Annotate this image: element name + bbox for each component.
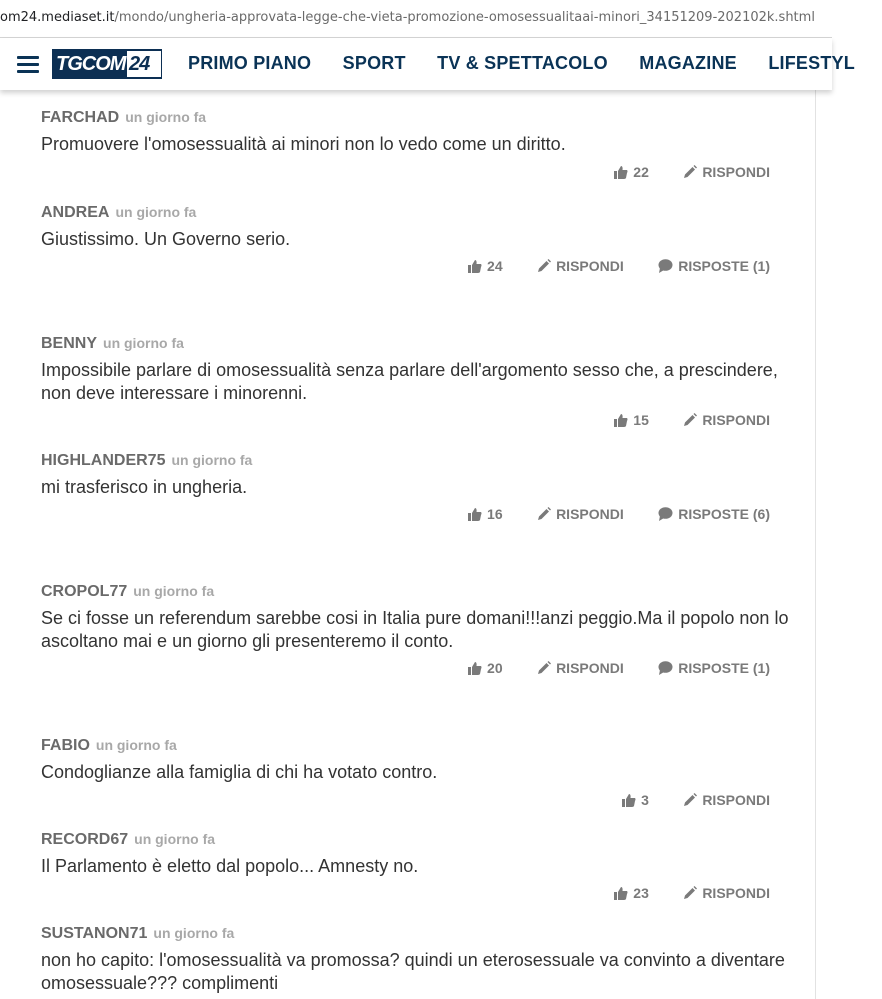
comment-author[interactable]: HIGHLANDER75	[41, 452, 166, 469]
reply-label: RISPONDI	[556, 257, 624, 274]
scrollbar-track[interactable]	[815, 90, 816, 999]
comment-item	[41, 737, 801, 784]
comment-author[interactable]: SUSTANON71	[41, 925, 148, 942]
comment-time: un giorno fa	[103, 335, 184, 351]
logo-number: 24	[129, 53, 150, 75]
replies-label: RISPOSTE (1)	[678, 257, 770, 274]
comment-item	[41, 204, 801, 251]
comment-actions	[584, 163, 770, 181]
replies-button[interactable]	[658, 506, 770, 522]
like-button[interactable]	[468, 506, 503, 522]
reply-button[interactable]	[683, 885, 770, 901]
comment-item	[41, 925, 801, 995]
reply-button[interactable]	[537, 660, 624, 676]
reply-button[interactable]	[537, 506, 624, 522]
reply-label: RISPONDI	[702, 791, 770, 808]
browser-url-bar[interactable]	[0, 0, 832, 38]
thumbs-up-icon	[614, 886, 628, 900]
comment-author[interactable]: RECORD67	[41, 831, 129, 848]
url-path: /mondo/ungheria-approvata-legge-che-vieta-promozione-omosessualitaai-minori_34151209-202102k.shtml	[114, 10, 815, 25]
like-count: 16	[487, 505, 503, 522]
like-count: 3	[641, 791, 649, 808]
thumbs-up-icon	[468, 661, 482, 675]
pencil-icon	[683, 886, 697, 900]
reply-label: RISPONDI	[702, 884, 770, 901]
comment-time: un giorno fa	[134, 831, 216, 847]
like-count: 22	[633, 163, 649, 180]
comment-author[interactable]: FARCHAD	[41, 109, 120, 126]
comment-actions	[584, 411, 770, 429]
speech-bubble-icon	[658, 661, 673, 675]
comment-text: Se ci fosse un referendum sarebbe cosi in Italia pure domani!!!anzi peggio.Ma il popolo non lo ascoltano mai e un giorno gli presenteremo il conto.	[41, 608, 789, 651]
replies-button[interactable]	[658, 660, 770, 676]
comment-text: non ho capito: l'omosessualità va promossa? quindi un eterosessuale va convinto a diventare omosessuale??? complimenti	[41, 950, 785, 993]
replies-button[interactable]	[658, 258, 770, 274]
replies-label: RISPOSTE (1)	[678, 659, 770, 676]
comment-text: Giustissimo. Un Governo serio.	[41, 229, 291, 249]
comment-time: un giorno fa	[153, 925, 235, 941]
like-count: 20	[487, 659, 503, 676]
like-count: 23	[633, 884, 649, 901]
main-nav	[188, 53, 882, 74]
reply-button[interactable]	[683, 792, 770, 808]
like-button[interactable]	[614, 164, 649, 180]
logo-text: TGCOM	[56, 53, 126, 75]
like-count: 15	[633, 411, 649, 428]
like-count: 24	[487, 257, 503, 274]
comment-text: mi trasferisco in ungheria.	[41, 477, 248, 497]
comment-time: un giorno fa	[125, 109, 207, 125]
like-button[interactable]	[468, 660, 503, 676]
comment-item	[41, 831, 801, 878]
reply-label: RISPONDI	[702, 411, 770, 428]
comment-actions	[438, 659, 770, 677]
reply-label: RISPONDI	[556, 659, 624, 676]
thumbs-up-icon	[468, 259, 482, 273]
comment-text: Il Parlamento è eletto dal popolo... Amnesty no.	[41, 856, 419, 876]
comment-author[interactable]: FABIO	[41, 737, 90, 754]
pencil-icon	[683, 793, 697, 807]
comment-actions	[438, 505, 770, 523]
reply-button[interactable]	[537, 258, 624, 274]
comment-actions	[438, 257, 770, 275]
comment-item	[41, 583, 801, 653]
nav-item-magazine[interactable]: MAGAZINE	[639, 53, 737, 73]
thumbs-up-icon	[468, 507, 482, 521]
comment-item	[41, 109, 801, 156]
pencil-icon	[683, 165, 697, 179]
comment-text: Condoglianze alla famiglia di chi ha votato contro.	[41, 762, 438, 782]
comment-actions	[584, 884, 770, 902]
comment-actions	[592, 791, 770, 809]
comment-text: Impossibile parlare di omosessualità senza parlare dell'argomento sesso che, a prescindere, non deve interessare i minorenni.	[41, 360, 778, 403]
pencil-icon	[537, 507, 551, 521]
nav-item-tv-spettacolo[interactable]: TV & SPETTACOLO	[437, 53, 608, 73]
comment-item	[41, 335, 801, 405]
nav-item-primo-piano[interactable]: PRIMO PIANO	[188, 53, 312, 73]
like-button[interactable]	[614, 885, 649, 901]
comment-item	[41, 452, 801, 499]
comment-text: Promuovere l'omosessualità ai minori non lo vedo come un diritto.	[41, 134, 566, 154]
comment-time: un giorno fa	[171, 452, 253, 468]
speech-bubble-icon	[658, 507, 673, 521]
logo-number-box	[127, 51, 161, 77]
like-button[interactable]	[614, 412, 649, 428]
pencil-icon	[683, 413, 697, 427]
url-text[interactable]	[0, 10, 815, 25]
url-host: om24.mediaset.it	[0, 10, 115, 25]
thumbs-up-icon	[614, 165, 628, 179]
nav-item-sport[interactable]: SPORT	[342, 53, 406, 73]
pencil-icon	[537, 661, 551, 675]
comment-time: un giorno fa	[115, 204, 197, 220]
reply-button[interactable]	[683, 412, 770, 428]
pencil-icon	[537, 259, 551, 273]
comment-author[interactable]: BENNY	[41, 335, 98, 352]
thumbs-up-icon	[614, 413, 628, 427]
comment-time: un giorno fa	[95, 737, 177, 753]
site-header	[0, 38, 855, 90]
hamburger-menu-icon[interactable]	[17, 56, 39, 73]
like-button[interactable]	[468, 258, 503, 274]
reply-button[interactable]	[683, 164, 770, 180]
comment-author[interactable]: ANDREA	[41, 204, 110, 221]
thumbs-up-icon	[622, 793, 636, 807]
like-button[interactable]	[622, 792, 649, 808]
nav-item-lifestyle[interactable]: LIFESTYL	[768, 53, 855, 73]
tgcom24-logo[interactable]	[52, 49, 162, 79]
speech-bubble-icon	[658, 259, 673, 273]
reply-label: RISPONDI	[702, 163, 770, 180]
replies-label: RISPOSTE (6)	[678, 505, 770, 522]
reply-label: RISPONDI	[556, 505, 624, 522]
comment-time: un giorno fa	[133, 583, 215, 599]
comment-author[interactable]: CROPOL77	[41, 583, 128, 600]
